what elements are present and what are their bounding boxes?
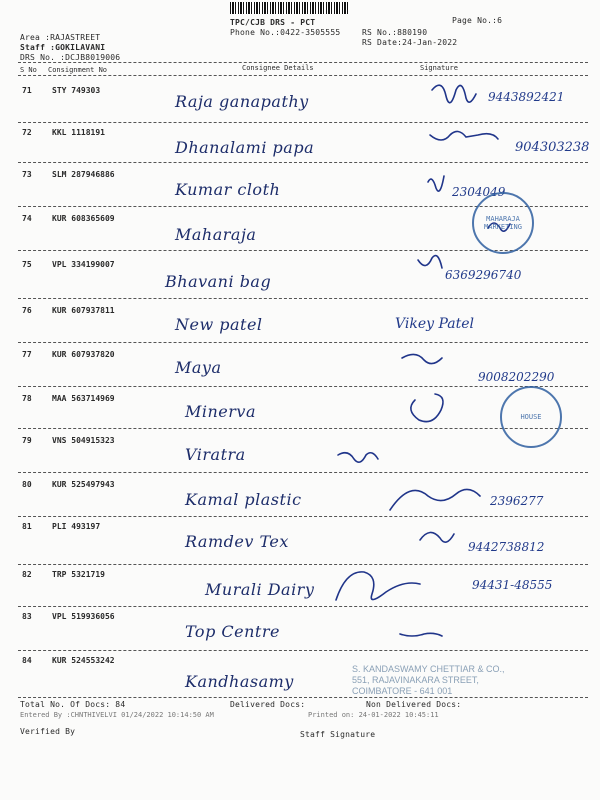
page-number: Page No.:6 [452, 16, 503, 25]
col-consignee-details: Consignee Details [242, 64, 314, 72]
signature-text: 6369296740 [445, 268, 522, 282]
consignment-number: PLI 493197 [52, 522, 101, 531]
entered-by: Entered By :CHNTHIVELVI 01/24/2022 10:14:50 AM [20, 711, 214, 719]
consignment-number: SLM 287946886 [52, 170, 115, 179]
consignee-name: Ramdev Tex [185, 532, 289, 551]
house-stamp [500, 386, 562, 448]
rs-date: RS Date:24-Jan-2022 [362, 38, 458, 47]
consignee-name: Murali Dairy [205, 580, 315, 599]
row-number: 82 [22, 570, 32, 579]
signature-text: 904303238 [515, 140, 590, 155]
row-number: 78 [22, 394, 32, 403]
consignee-name: Dhanalami papa [175, 138, 315, 157]
signature-text: 9442738812 [468, 540, 545, 554]
non-delivered-docs: Non Delivered Docs: [366, 700, 462, 709]
drs-number: DRS No. :DCJB8019006 [20, 53, 121, 62]
consignment-number: VPL 334199007 [52, 260, 115, 269]
consignee-name: Raja ganapathy [175, 92, 309, 111]
row-number: 75 [22, 260, 32, 269]
row-number: 72 [22, 128, 32, 137]
consignment-number: KUR 608365609 [52, 214, 115, 223]
phone-number: Phone No.:0422-3505555 [230, 28, 341, 37]
consignee-name: Kamal plastic [185, 490, 302, 509]
staff-label: Staff :GOKILAVANI [20, 43, 106, 52]
consignment-number: KUR 607937820 [52, 350, 115, 359]
row-number: 73 [22, 170, 32, 179]
rs-number: RS No.:880190 [362, 28, 428, 37]
row-number: 81 [22, 522, 32, 531]
stamp-text: MAHARAJA MARKETING [484, 215, 522, 231]
company-stamp-line: S. KANDASWAMY CHETTIAR & CO., [352, 664, 505, 674]
area-label: Area :RAJASTREET [20, 33, 101, 42]
consignee-name: Kandhasamy [185, 672, 294, 691]
consignee-name: Maya [175, 358, 222, 377]
consignee-name: New patel [175, 315, 263, 334]
col-signature: Signature [420, 64, 458, 72]
signature-text: 2304049 [452, 185, 506, 199]
row-number: 71 [22, 86, 32, 95]
stamp-text: HOUSE [520, 413, 542, 421]
consignment-number: STY 749303 [52, 86, 101, 95]
signature-text: 94431-48555 [472, 578, 553, 592]
consignment-number: TRP 5321719 [52, 570, 105, 579]
row-number: 84 [22, 656, 32, 665]
consignment-number: KUR 607937811 [52, 306, 115, 315]
row-number: 74 [22, 214, 32, 223]
signature-text: 9008202290 [478, 370, 555, 384]
printed-on: Printed on: 24-01-2022 10:45:11 [308, 711, 439, 719]
row-number: 77 [22, 350, 32, 359]
consignee-name: Maharaja [175, 225, 257, 244]
consignment-number: VNS 504915323 [52, 436, 115, 445]
consignment-number: KKL 1118191 [52, 128, 105, 137]
document-title: TPC/CJB DRS - PCT [230, 18, 316, 27]
company-stamp-line: COIMBATORE - 641 001 [352, 686, 453, 696]
verified-by: Verified By [20, 727, 76, 736]
row-number: 80 [22, 480, 32, 489]
signature-text: Vikey Patel [395, 316, 474, 332]
delivered-docs: Delivered Docs: [230, 700, 306, 709]
row-number: 76 [22, 306, 32, 315]
total-docs: Total No. Of Docs: 84 [20, 700, 126, 709]
signature-text: 9443892421 [488, 90, 565, 104]
consignee-name: Kumar cloth [175, 180, 281, 199]
col-sno: S No [20, 66, 37, 74]
signature-text: 2396277 [490, 494, 544, 508]
consignee-name: Top Centre [185, 622, 280, 641]
maharaja-marketing-stamp [472, 192, 534, 254]
company-stamp [352, 664, 552, 697]
consignment-number: KUR 525497943 [52, 480, 115, 489]
staff-signature: Staff Signature [300, 730, 376, 739]
row-number: 79 [22, 436, 32, 445]
row-number: 83 [22, 612, 32, 621]
consignee-name: Minerva [185, 402, 256, 421]
consignment-number: KUR 524553242 [52, 656, 115, 665]
col-consignment: Consignment No [48, 66, 108, 74]
consignee-name: Bhavani bag [165, 272, 272, 291]
company-stamp-line: 551, RAJAVINAKARA STREET, [352, 675, 479, 685]
consignment-number: VPL 519936056 [52, 612, 115, 621]
consignee-name: Viratra [185, 445, 246, 464]
consignment-number: MAA 563714969 [52, 394, 115, 403]
